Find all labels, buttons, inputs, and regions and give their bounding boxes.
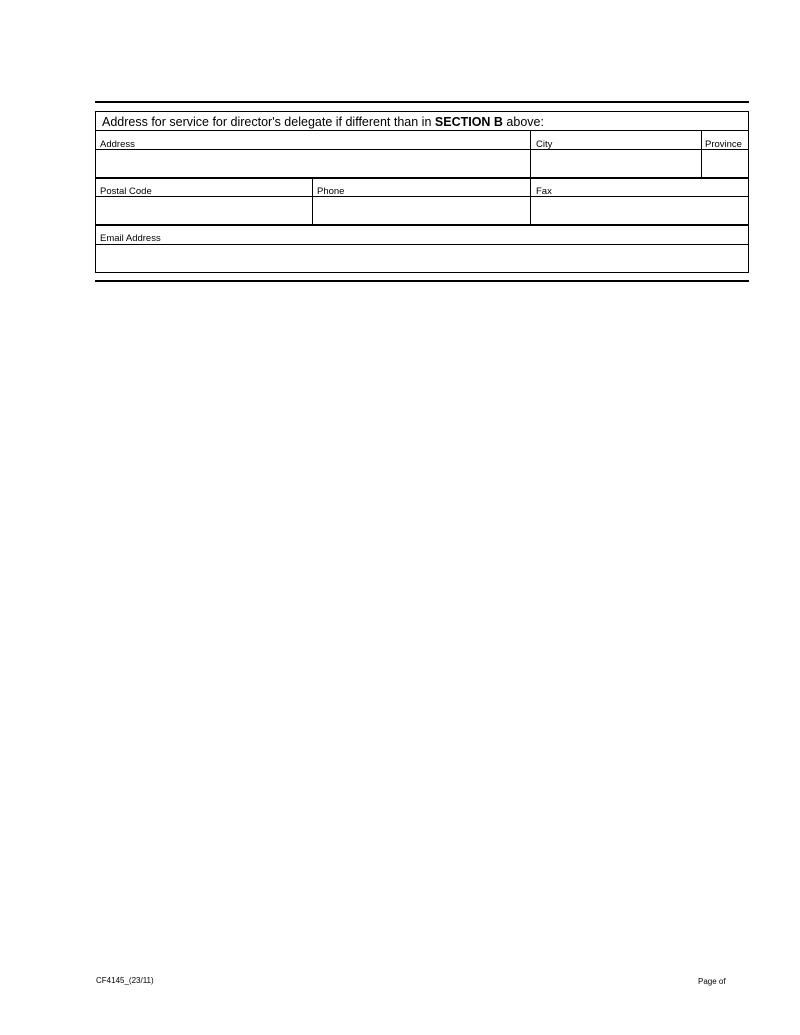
city-province-divider xyxy=(701,130,702,178)
heading-suffix: above: xyxy=(502,115,544,129)
address-label: Address xyxy=(100,139,135,150)
row3-label-line xyxy=(95,244,749,245)
postal-phone-divider xyxy=(312,178,313,226)
heading-prefix: Address for service for director's delegate if different than in xyxy=(102,115,435,129)
page-number: Page of xyxy=(698,977,726,986)
row1-top-line xyxy=(95,130,749,131)
address-field[interactable] xyxy=(96,151,529,176)
phone-label: Phone xyxy=(317,186,345,197)
address-city-divider xyxy=(530,130,531,178)
city-field[interactable] xyxy=(532,151,700,176)
city-label: City xyxy=(536,139,553,150)
section-heading xyxy=(102,115,544,129)
postal-code-label: Postal Code xyxy=(100,186,152,197)
postal-code-field[interactable] xyxy=(96,198,311,223)
heading-section-ref: SECTION B xyxy=(434,115,503,129)
row1-bottom-line xyxy=(95,177,749,179)
email-address-label: Email Address xyxy=(100,233,161,244)
section-bottom-rule xyxy=(95,280,749,282)
phone-fax-divider xyxy=(530,178,531,226)
phone-field[interactable] xyxy=(314,198,529,223)
province-label: Province xyxy=(705,139,742,150)
row2-label-line xyxy=(95,196,749,197)
row1-label-line xyxy=(95,149,749,150)
fax-label: Fax xyxy=(536,186,552,197)
fax-field[interactable] xyxy=(532,198,748,223)
row2-bottom-line xyxy=(95,224,749,226)
email-address-field[interactable] xyxy=(96,246,748,271)
section-top-rule xyxy=(95,101,749,103)
province-field[interactable] xyxy=(703,151,748,176)
form-code: CF4145_(23/11) xyxy=(96,976,154,985)
